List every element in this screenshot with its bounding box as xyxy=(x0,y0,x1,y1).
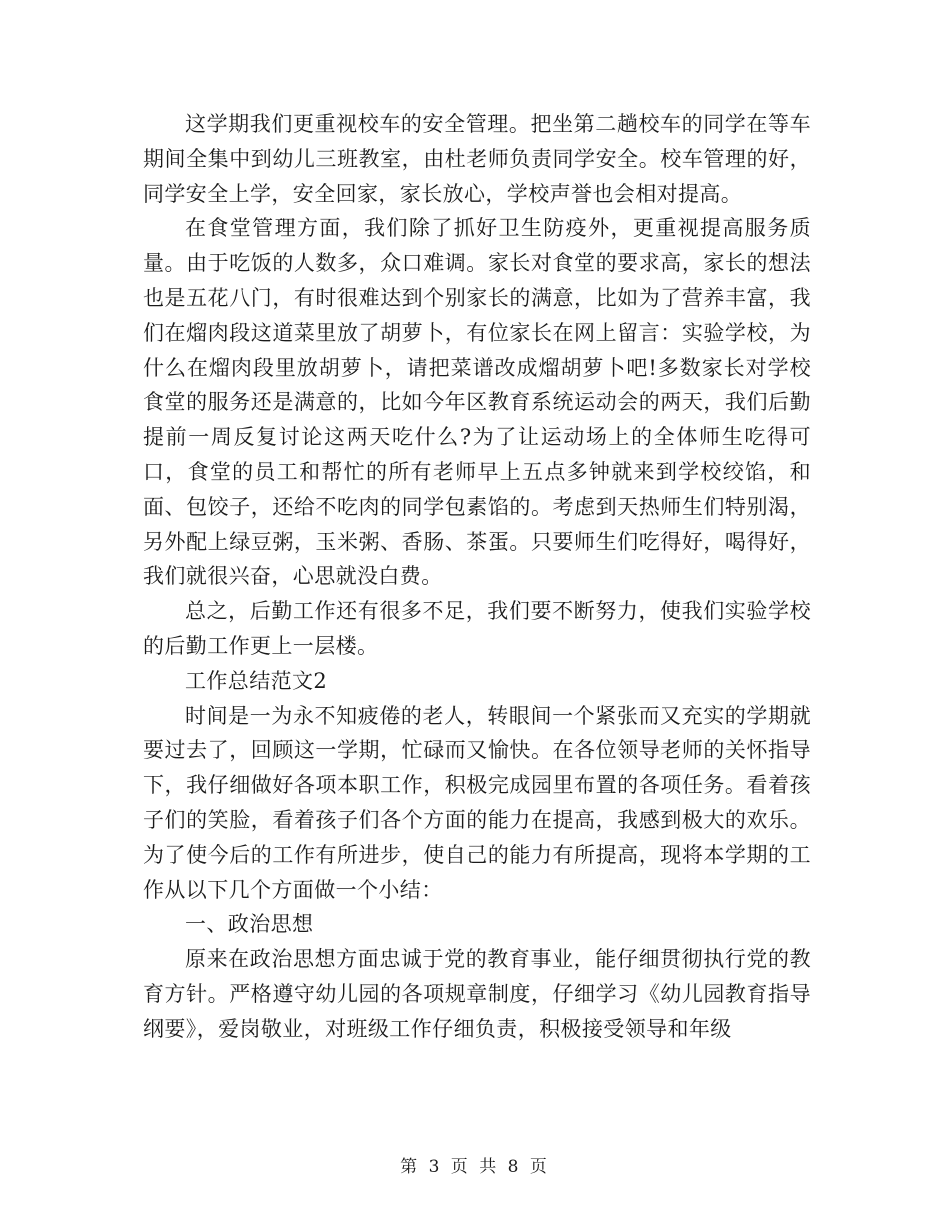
section-heading-political: 一、政治思想 xyxy=(185,912,314,937)
paragraph-semester-intro: 时间是一为永不知疲倦的老人，转眼间一个紧张而又充实的学期就要过去了，回顾这一学期，忙碌而又愉快。在各位领导老师的关怀指导下，我仔细做好各项本职工作，积极完成园里布置的各项任务。看着孩子们的笑脸，看着孩子们各个方面的能力在提高，我感到极大的欢乐。为了使今后的工作有所进步，使自己的能力有所提高，现将本学期的工作从以下几个方面做一个小结： xyxy=(143,703,811,902)
section-heading-sample-2: 工作总结范文2 xyxy=(185,668,328,693)
paragraph-canteen: 在食堂管理方面，我们除了抓好卫生防疫外，更重视提高服务质量。由于吃饭的人数多，众口难调。家长对食堂的要求高，家长的想法也是五花八门，有时很难达到个别家长的满意，比如为了营养丰富，我们在熘肉段这道菜里放了胡萝卜，有位家长在网上留言：实验学校，为什么在熘肉段里放胡萝卜，请把菜谱改成熘胡萝卜吧!多数家长对学校食堂的服务还是满意的，比如今年区教育系统运动会的两天，我们后勤提前一周反复讨论这两天吃什么?为了让运动场上的全体师生吃得可口，食堂的员工和帮忙的所有老师早上五点多钟就来到学校绞馅，和面、包饺子，还给不吃肉的同学包素馅的。考虑到天热师生们特别渴，另外配上绿豆粥，玉米粥、香肠、茶蛋。只要师生们吃得好，喝得好，我们就很兴奋，心思就没白费。 xyxy=(143,216,811,589)
paragraph-conclusion: 总之，后勤工作还有很多不足，我们要不断努力，使我们实验学校的后勤工作更上一层楼。 xyxy=(143,599,811,658)
document-body xyxy=(143,107,811,1047)
paragraph-political: 原来在政治思想方面忠诚于党的教育事业，能仔细贯彻执行党的教育方针。严格遵守幼儿园的各项规章制度，仔细学习《幼儿园教育指导纲要》，爱岗敬业，对班级工作仔细负责，积极接受领导和年级 xyxy=(143,947,811,1041)
paragraph-school-bus: 这学期我们更重视校车的安全管理。把坐第二趟校车的同学在等车期间全集中到幼儿三班教室，由杜老师负责同学安全。校车管理的好，同学安全上学，安全回家，家长放心，学校声誉也会相对提高。 xyxy=(143,112,811,206)
page-number-footer: 第 3 页 共 8 页 xyxy=(400,1157,550,1177)
